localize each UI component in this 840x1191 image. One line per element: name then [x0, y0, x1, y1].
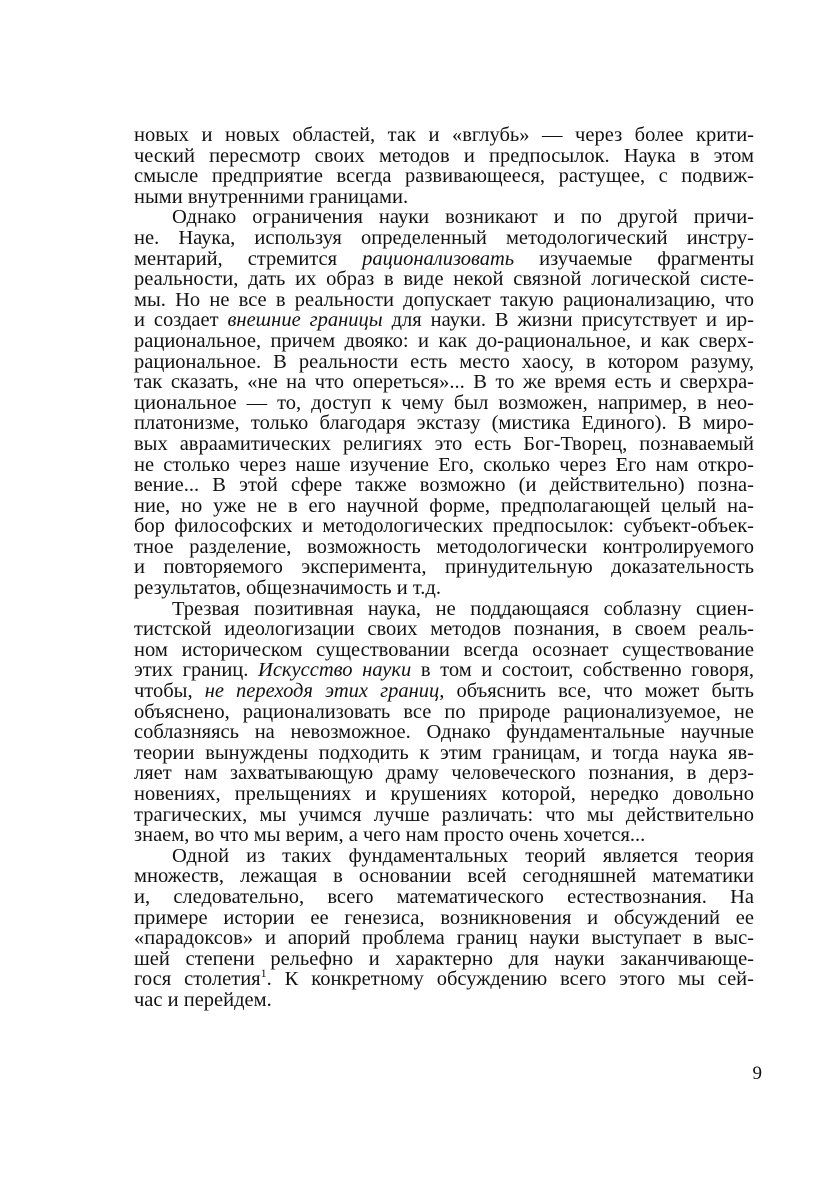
text-line — [134, 966, 754, 991]
paragraph — [134, 599, 754, 846]
text-line — [134, 352, 754, 373]
text-run: Однако ограничения науки возникают и по другой причи- — [172, 206, 754, 229]
text-run: тное разделение, возможность методологически контролируемого — [134, 535, 754, 558]
text-run: соблазняясь на невозможное. Однако фундаментальные научные — [134, 721, 754, 744]
emphasis: внешние границы — [227, 309, 383, 332]
text-line — [134, 475, 754, 496]
emphasis: Искусство науки — [258, 659, 412, 682]
text-line — [134, 928, 754, 949]
text-run: результатов, общезначимость и т.д. — [134, 577, 441, 600]
text-run: ние, но уже не в его научной форме, предполагающей целый на- — [134, 494, 754, 517]
text-run: объяснено, рационализовать все по природе рационализуемое, не — [134, 700, 754, 723]
text-line — [134, 887, 754, 908]
text-line — [134, 166, 754, 187]
text-run: рациональное, причем двояко: и как до-рациональное, и как сверх- — [134, 329, 754, 352]
text-line — [134, 393, 754, 414]
text-run: гося столетия — [134, 968, 261, 991]
text-line — [134, 681, 754, 702]
text-run: час и перейдем. — [134, 988, 272, 1011]
text-run: так сказать, «не на что опереться»... В то же время есть и сверхра- — [134, 371, 754, 394]
text-run: и, следовательно, всего математического естествознания. На — [134, 885, 754, 908]
text-line — [134, 578, 754, 599]
text-line — [134, 990, 754, 1011]
text-line — [134, 228, 754, 249]
text-line — [134, 207, 754, 228]
text-line — [134, 187, 754, 208]
text-run: множеств, лежащая в основании всей сегодняшней математики — [134, 865, 754, 888]
text-line — [134, 372, 754, 393]
text-line — [134, 660, 754, 681]
text-run: новых и новых областей, так и «вглубь» — через более крити- — [134, 124, 754, 146]
text-run: изучаемые фрагменты — [514, 247, 754, 270]
text-run: Трезвая позитивная наука, не поддающаяся соблазну сциен- — [172, 597, 754, 620]
page-number: 9 — [752, 1063, 762, 1084]
text-line — [134, 846, 754, 867]
text-line — [134, 825, 754, 846]
text-line — [134, 496, 754, 517]
text-run: чтобы, — [134, 680, 205, 703]
text-line — [134, 949, 754, 970]
text-run: Одной из таких фундаментальных теорий является теория — [172, 844, 754, 867]
text-run: этих границ. — [134, 659, 259, 682]
text-run: . К конкретному обсуждению всего этого мы сей- — [266, 968, 754, 991]
text-run: ментарий, стремится — [134, 247, 363, 270]
text-run: смысле предприятие всегда развивающееся, растущее, с подвиж- — [134, 165, 754, 188]
text-line — [134, 413, 754, 434]
text-line — [134, 249, 754, 270]
text-line — [134, 784, 754, 805]
text-run: мы. Но не все в реальности допускает такую рационализацию, что — [134, 288, 754, 311]
text-run: ческий пересмотр своих методов и предпосылок. Наука в этом — [134, 144, 754, 167]
text-run: ном историческом существовании всегда осознает существование — [134, 638, 754, 661]
text-run: трагических, мы учимся лучше различать: что мы действительно — [134, 803, 754, 826]
text-line — [134, 557, 754, 578]
text-line — [134, 310, 754, 331]
text-run: и повторяемого эксперимента, принудительную доказательность — [134, 556, 754, 579]
text-run: реальности, дать их образ в виде некой связной логической систе- — [134, 268, 754, 291]
text-run: шей степени рельефно и характерно для науки заканчивающе- — [134, 947, 754, 970]
text-line — [134, 805, 754, 826]
text-run: платонизме, только благодаря экстазу (мистика Единого). В миро- — [134, 412, 754, 435]
emphasis: не переходя этих границ, — [204, 680, 445, 703]
text-line — [134, 640, 754, 661]
text-run: не. Наука, используя определенный методологический инстру- — [134, 226, 754, 249]
text-run: вение... В этой сфере также возможно (и действительно) позна- — [134, 474, 754, 497]
text-run: ными внутренними границами. — [134, 185, 409, 208]
paragraph — [134, 207, 754, 598]
text-run: знаем, во что мы верим, а чего нам просто очень хочется... — [134, 824, 646, 847]
text-line — [134, 516, 754, 537]
text-run: рациональное. В реальности есть место хаосу, в котором разуму, — [134, 350, 754, 373]
text-line — [134, 619, 754, 640]
text-run: и создает — [134, 309, 228, 332]
paragraph — [134, 846, 754, 1011]
text-line — [134, 722, 754, 743]
text-run: примере истории ее генезиса, возникновения и обсуждений ее — [134, 906, 754, 929]
text-run: циональное — то, доступ к чему был возможен, например, в нео- — [134, 391, 754, 414]
text-run: теории вынуждены подходить к этим границам, и тогда наука яв- — [134, 741, 754, 764]
text-line — [134, 331, 754, 352]
text-line — [134, 269, 754, 290]
text-line — [134, 434, 754, 455]
text-line — [134, 125, 754, 146]
text-line — [134, 290, 754, 311]
text-line — [134, 763, 754, 784]
text-run: новениях, прельщениях и крушениях которой, нередко довольно — [134, 783, 754, 805]
text-line — [134, 908, 754, 929]
text-line — [134, 537, 754, 558]
text-run: бор философских и методологических предпосылок: субъект-объек- — [134, 515, 754, 538]
footnote-ref: 1 — [260, 966, 267, 981]
text-run: «парадоксов» и апорий проблема границ науки выступает в выс- — [134, 927, 754, 950]
emphasis: рационализовать — [362, 247, 515, 270]
text-line — [134, 146, 754, 167]
text-run: вых авраамитических религиях это есть Бог-Творец, познаваемый — [134, 432, 754, 455]
text-line — [134, 866, 754, 887]
text-line — [134, 743, 754, 764]
body-text — [134, 125, 754, 1011]
text-run: ляет нам захватывающую драму человеческого познания, в дерз- — [134, 762, 754, 785]
text-run: тистской идеологизации своих методов познания, в своем реаль- — [134, 618, 754, 641]
text-line — [134, 599, 754, 620]
text-run: для науки. В жизни присутствует и ир- — [382, 309, 755, 332]
text-line — [134, 455, 754, 476]
text-line — [134, 702, 754, 723]
text-run: не столько через наше изучение Его, сколько через Его нам откро- — [134, 453, 754, 476]
text-run: объяснить все, что может быть — [444, 680, 754, 703]
paragraph — [134, 125, 754, 207]
text-run: в том и состоит, собственно говоря, — [411, 659, 754, 682]
